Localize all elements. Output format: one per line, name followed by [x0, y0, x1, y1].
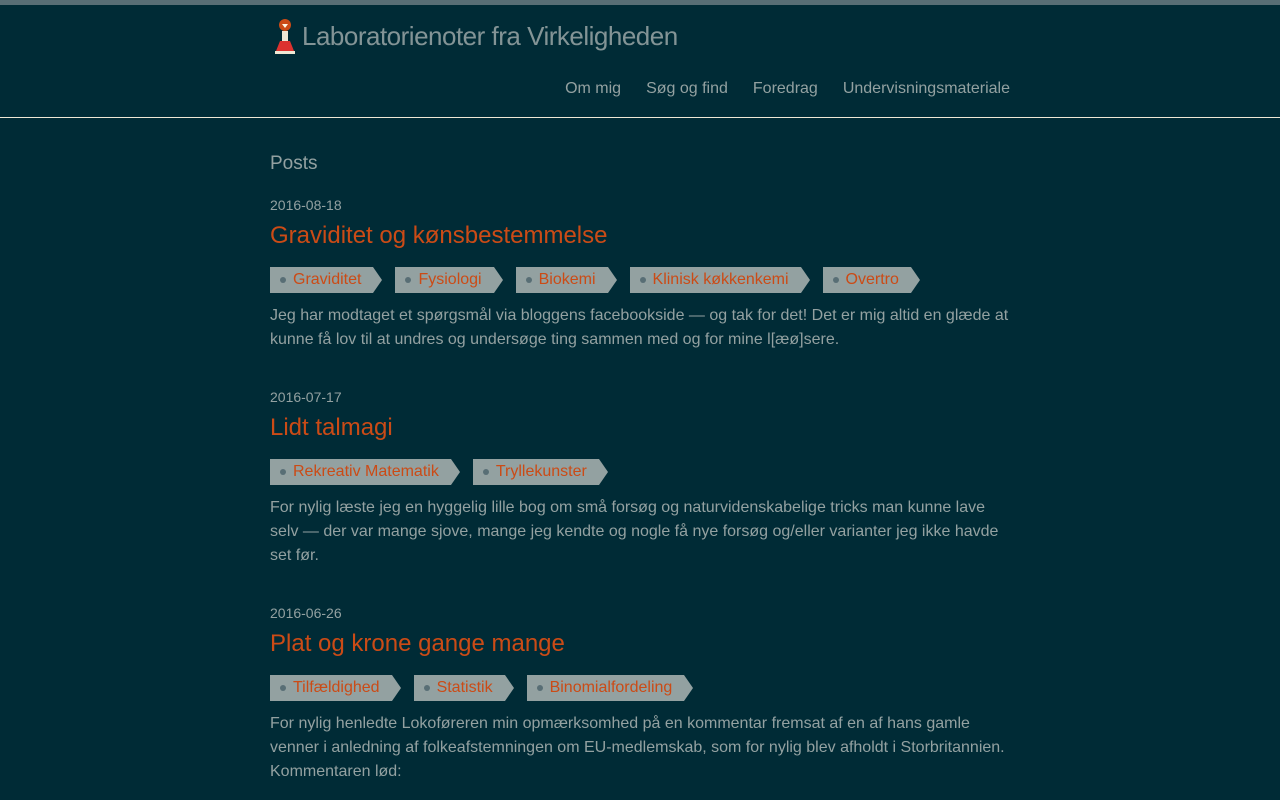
main-nav — [565, 80, 1010, 98]
site-title-text: Laboratorienoter fra Virkeligheden — [302, 20, 678, 51]
post-title-link[interactable]: Lidt talmagi — [270, 414, 393, 441]
section-title: Posts — [270, 153, 318, 174]
nav-foredrag[interactable]: Foredrag — [752, 80, 818, 97]
site-header — [0, 5, 1280, 118]
tag-list — [270, 459, 1010, 485]
tag-link[interactable]: Klinisk køkkenkemi — [630, 267, 801, 293]
post-date: 2016-06-26 — [270, 605, 342, 621]
tag-link[interactable]: Rekreativ Matematik — [270, 459, 451, 485]
nav-om-mig[interactable]: Om mig — [565, 80, 622, 97]
post-item — [270, 197, 1010, 352]
nav-soeg-og-find[interactable]: Søg og find — [646, 80, 728, 97]
post-item — [270, 389, 1010, 568]
tag-link[interactable]: Statistik — [414, 675, 505, 701]
tag-link[interactable]: Binomialfordeling — [527, 675, 685, 701]
post-title-link[interactable]: Graviditet og kønsbestemmelse — [270, 222, 608, 249]
post-excerpt: For nylig henledte Lokoføreren min opmærksomhed på en kommentar fremsat af en af hans gamle venner i anledning af folkeafstemningen om EU-medlemskab, som for nylig blev afholdt i Storbritannien. Kommentaren lød: — [270, 715, 1005, 780]
tag-link[interactable]: Overtro — [823, 267, 911, 293]
lab-flask-icon — [270, 18, 300, 54]
post-excerpt: Jeg har modtaget et spørgsmål via bloggens facebookside — og tak for det! Det er mig altid en glæde at kunne få lov til at undres og undersøge ting sammen med og for mine l[æø]sere. — [270, 307, 1009, 348]
post-excerpt: For nylig læste jeg en hyggelig lille bog om små forsøg og naturvidenskabelige tricks man kunne lave selv — der var mange sjove, mange jeg kendte og nogle få nye forsøg og/eller varianter jeg ikke havde set før. — [270, 499, 999, 564]
post-list — [270, 153, 1010, 800]
tag-link[interactable]: Graviditet — [270, 267, 373, 293]
site-title-link[interactable] — [270, 18, 678, 54]
tag-link[interactable]: Tilfældighed — [270, 675, 392, 701]
post-date: 2016-07-17 — [270, 389, 342, 405]
tag-link[interactable]: Biokemi — [516, 267, 608, 293]
tag-list — [270, 267, 1010, 293]
tag-link[interactable]: Fysiologi — [395, 267, 493, 293]
post-item — [270, 605, 1010, 784]
tag-list — [270, 675, 1010, 701]
post-date: 2016-08-18 — [270, 197, 342, 213]
nav-undervisningsmateriale[interactable]: Undervisningsmateriale — [842, 80, 1010, 97]
post-title-link[interactable]: Plat og krone gange mange — [270, 630, 565, 657]
tag-link[interactable]: Tryllekunster — [473, 459, 599, 485]
